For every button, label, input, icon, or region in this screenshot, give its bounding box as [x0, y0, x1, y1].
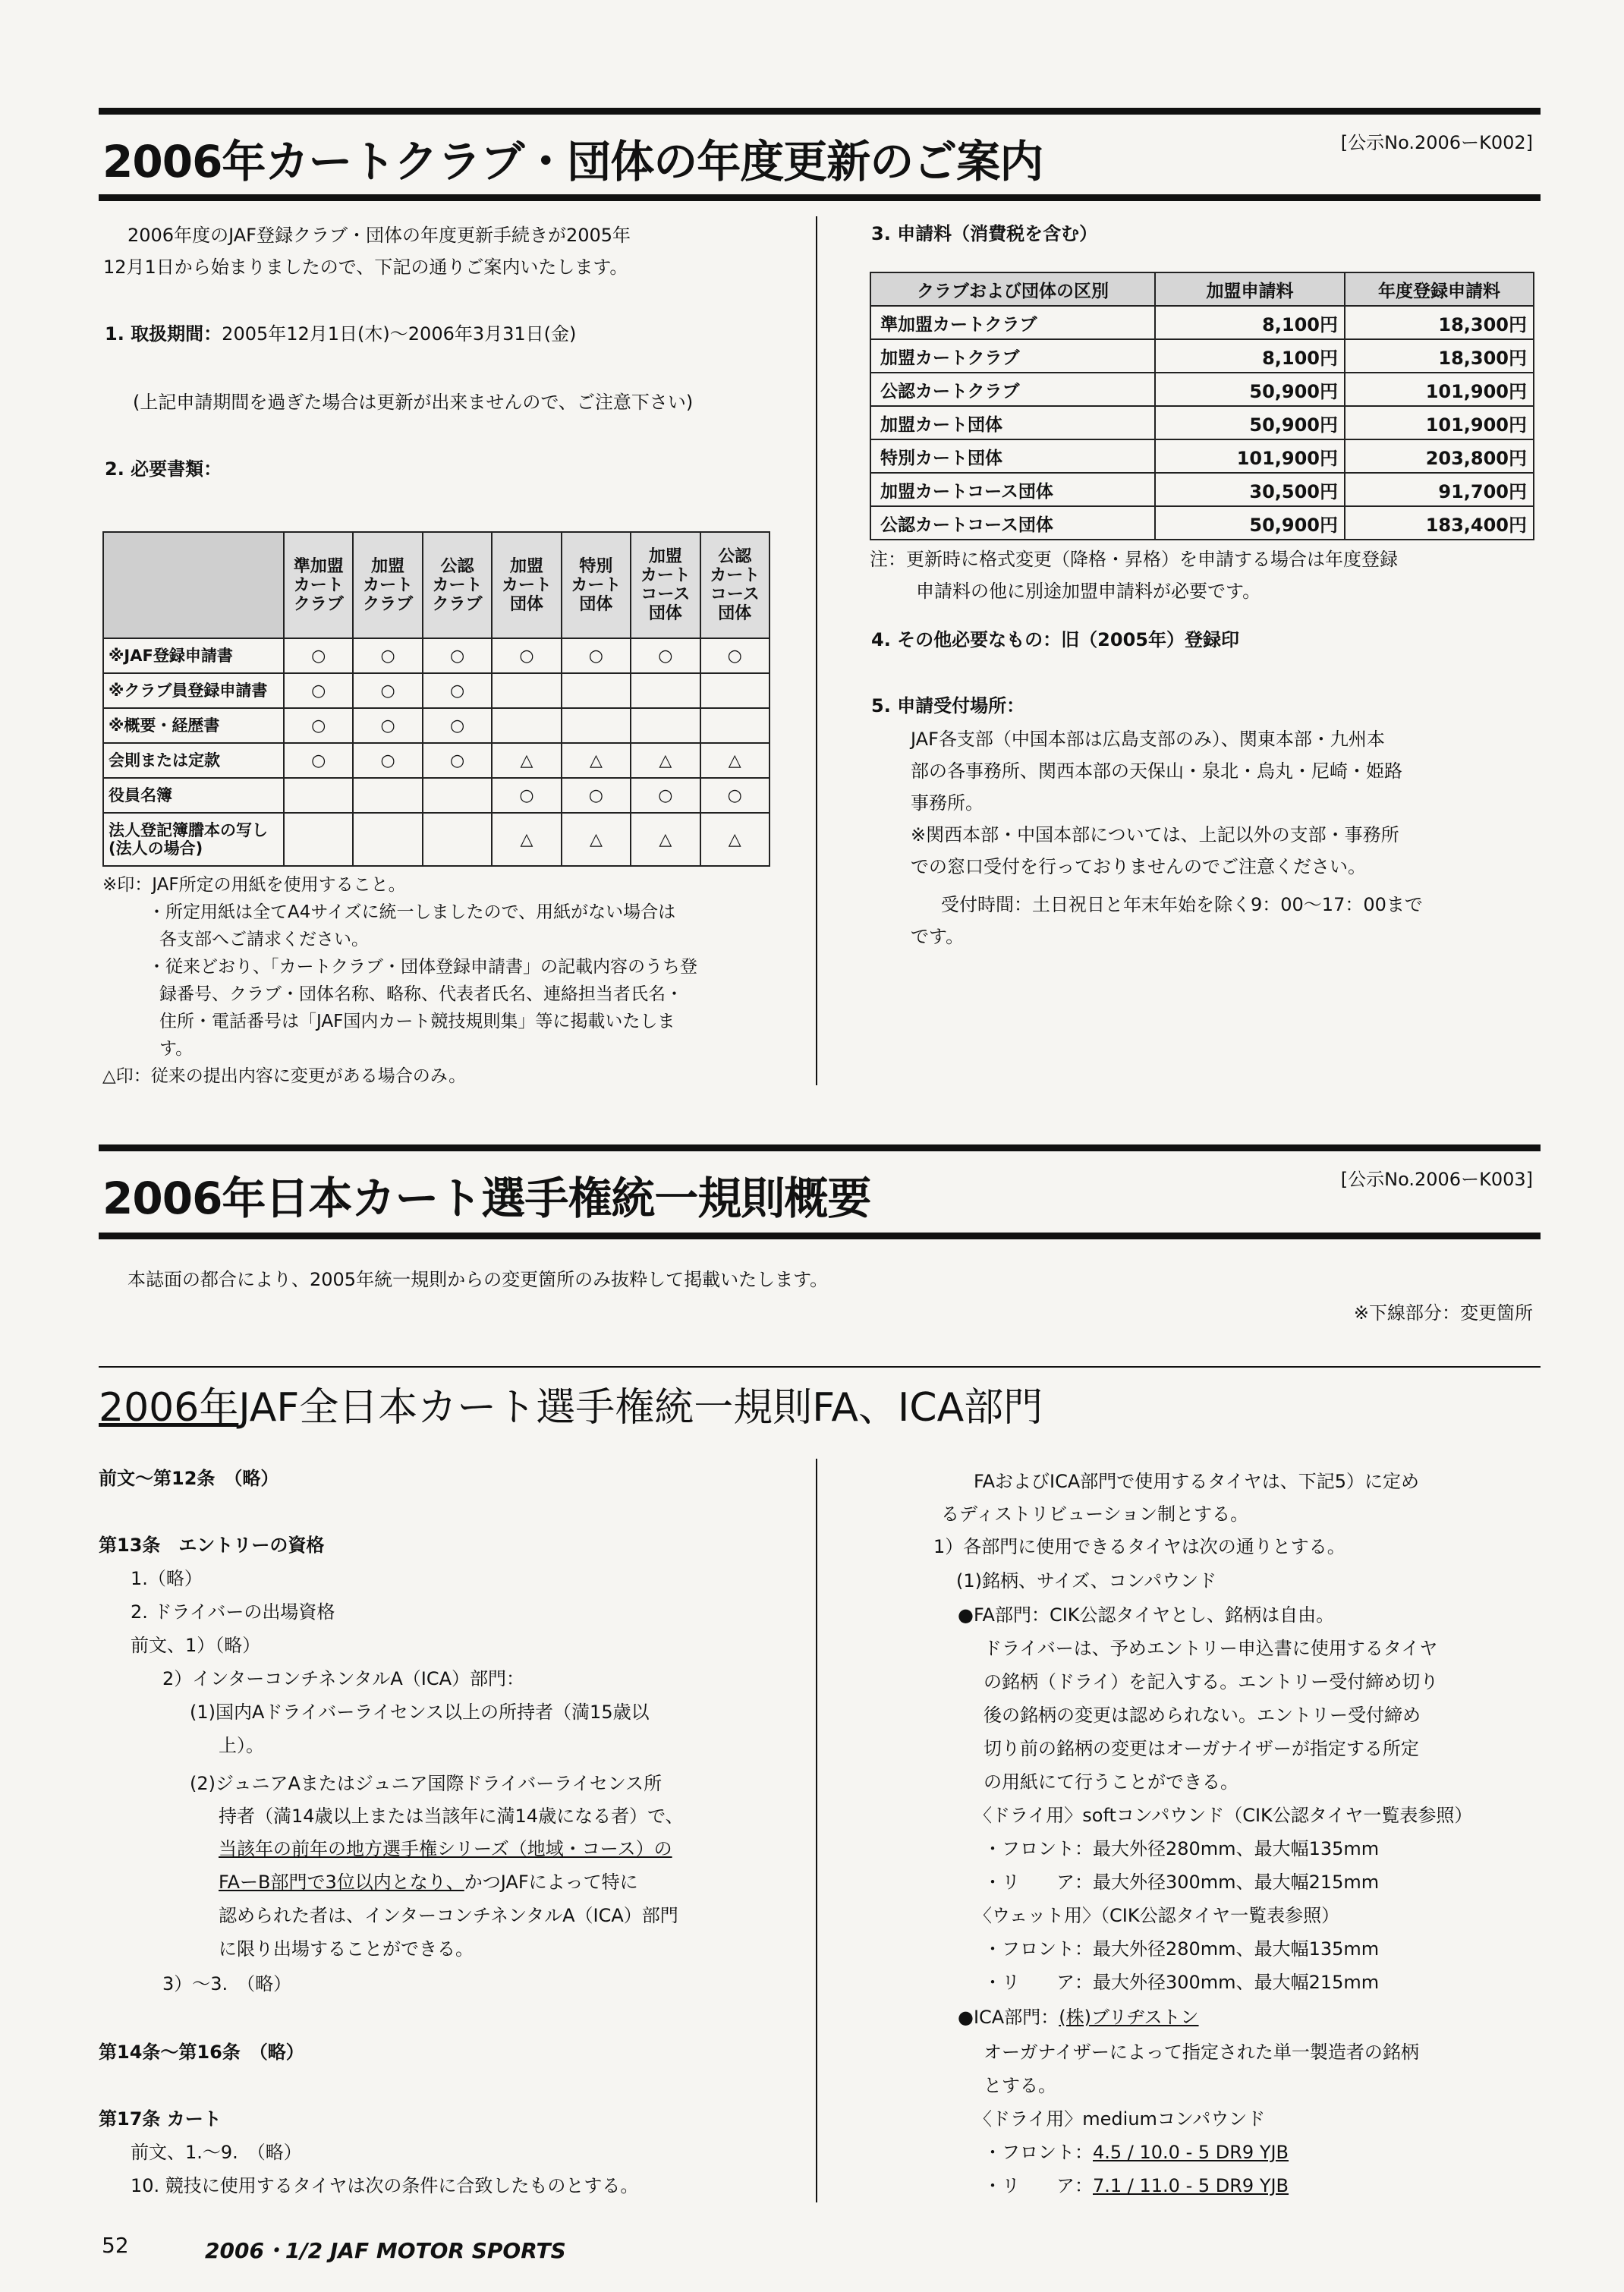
section1-top-rule [99, 108, 1541, 115]
subtitle-text: JAF全日本カート選手権統一規則FA、ICA部門 [238, 1385, 1043, 1431]
magazine-name: 2006・1/2 JAF MOTOR SPORTS [205, 2238, 566, 2263]
req-mark: ○ [492, 778, 561, 813]
ica1: オーガナイザーによって指定された単一製造者の銘柄 [984, 2042, 1419, 2063]
item5-line-2: 事務所。 [911, 792, 984, 814]
section1-intro-1: 2006年度のJAF登録クラブ・団体の年度更新手続きが2005年 [127, 225, 631, 246]
req-mark [631, 708, 700, 743]
note-line-2: 各支部へご請求ください。 [159, 930, 369, 949]
article-13-3: 3）〜3. （略） [162, 1973, 292, 1994]
fee-header: クラブおよび団体の区別 [870, 272, 1155, 306]
note-line-1: ・所定用紙は全てA4サイズに統一しましたので、用紙がない場合は [148, 902, 676, 922]
fee-header: 年度登録申請料 [1345, 272, 1534, 306]
fa-wet-front: ・フロント：最大外径280mm、最大幅135mm [984, 1938, 1380, 1960]
p1b: 上）。 [219, 1735, 264, 1756]
fee-cell: 30,500円 [1155, 473, 1345, 506]
req-mark: △ [492, 743, 561, 778]
table-row [103, 778, 770, 813]
r2: るディストリビューション制とする。 [941, 1503, 1249, 1525]
fa-wet-rear: ・リ ア：最大外径300mm、最大幅215mm [984, 1972, 1380, 1993]
item1-row [105, 319, 576, 349]
p2d [219, 1867, 638, 1897]
p2f: に限り出場することができる。 [219, 1938, 474, 1960]
section2-intro: 本誌面の都合により、2005年統一規則からの変更箇所のみ抜粋して掲載いたします。 [127, 1269, 829, 1290]
p2e: 認められた者は、インターコンチネンタルA（ICA）部門 [219, 1905, 678, 1926]
table-row [870, 506, 1534, 540]
fee-note-1: 注：更新時に格式変更（降格・昇格）を申請する場合は年度登録 [870, 549, 1398, 570]
page-number: 52 [102, 2233, 129, 2258]
req-row-label: ※クラブ員登録申請書 [103, 673, 284, 708]
section2-subtitle [99, 1375, 1043, 1432]
req-row-label: 役員名簿 [103, 778, 284, 813]
note-line-3: ・従来どおり、「カートクラブ・団体登録申請書」の記載内容のうち登 [148, 957, 698, 977]
item2-label: 2. 必要書類： [105, 458, 222, 480]
fee-cell: 50,900円 [1155, 406, 1345, 439]
r4: (1)銘柄、サイズ、コンパウンド [956, 1570, 1217, 1591]
req-mark: ○ [423, 673, 492, 708]
p1a: (1)国内Aドライバーライセンス以上の所持者（満15歳以 [190, 1702, 650, 1723]
req-col-4: 特別 カート 団体 [562, 532, 631, 638]
req-mark: ○ [284, 743, 353, 778]
item3-label: 3. 申請料（消費税を含む） [871, 223, 1098, 244]
fee-cell: 18,300円 [1345, 306, 1534, 339]
ica-front-row [984, 2137, 1289, 2168]
item5-line-4: での窓口受付を行っておりませんのでご注意ください。 [911, 856, 1366, 877]
article-13-2: 2. ドライバーの出場資格 [131, 1601, 335, 1623]
fee-cell: 203,800円 [1345, 439, 1534, 473]
r3: 1）各部門に使用できるタイヤは次の通りとする。 [933, 1536, 1345, 1557]
fa-dry-rear: ・リ ア：最大外径300mm、最大幅215mm [984, 1872, 1380, 1893]
req-col-0: 準加盟 カート クラブ [284, 532, 353, 638]
req-mark: △ [631, 743, 700, 778]
req-mark: ○ [353, 708, 422, 743]
table-row [870, 406, 1534, 439]
required-documents-table [102, 531, 770, 867]
req-mark: △ [631, 813, 700, 866]
fee-row-label: 準加盟カートクラブ [870, 306, 1155, 339]
ica-head-row [958, 2002, 1199, 2032]
req-mark: ○ [353, 743, 422, 778]
fee-row-label: 加盟カートコース団体 [870, 473, 1155, 506]
ica-head-maker: (株)ブリヂストン [1059, 2007, 1199, 2028]
req-mark [423, 813, 492, 866]
item5-line-0: JAF各支部（中国本部は広島支部のみ）、関東本部・九州本 [911, 729, 1385, 750]
subtitle-rule [99, 1366, 1541, 1368]
req-col-5: 加盟 カート コース 団体 [631, 532, 700, 638]
column-divider-1 [816, 216, 817, 1085]
fa-dry-front: ・フロント：最大外径280mm、最大幅135mm [984, 1838, 1380, 1859]
req-col-2: 公認 カート クラブ [423, 532, 492, 638]
req-mark: △ [492, 813, 561, 866]
req-mark [562, 708, 631, 743]
fee-row-label: 加盟カートクラブ [870, 339, 1155, 373]
req-mark [492, 673, 561, 708]
fa-wet: 〈ウェット用〉（CIK公認タイヤ一覧表参照） [974, 1905, 1340, 1926]
fa3: 後の銘柄の変更は認められない。エントリー受付締め [984, 1705, 1421, 1726]
article-17-10: 10. 競技に使用するタイヤは次の条件に合致したものとする。 [131, 2175, 639, 2196]
article-13-1: 1.（略） [131, 1568, 203, 1589]
section1-notice: [公示No.2006ーK002] [1340, 132, 1533, 153]
table-row [103, 673, 770, 708]
req-mark: △ [700, 813, 770, 866]
item5-label: 5. 申請受付場所： [871, 695, 1025, 716]
ica-rear-row [984, 2171, 1289, 2201]
fee-cell: 101,900円 [1155, 439, 1345, 473]
table-row [870, 473, 1534, 506]
req-mark [353, 778, 422, 813]
req-mark [353, 813, 422, 866]
req-col-6: 公認 カート コース 団体 [700, 532, 770, 638]
item4: 4. その他必要なもの：旧（2005年）登録印 [871, 629, 1239, 650]
req-mark: ○ [562, 638, 631, 673]
p2d-underlined: FAーB部門で3位以内となり、 [219, 1872, 464, 1893]
fee-cell: 183,400円 [1345, 506, 1534, 540]
article-14: 第14条〜第16条 （略） [99, 2042, 304, 2063]
table-row [103, 813, 770, 866]
req-mark: ○ [284, 673, 353, 708]
ica2: とする。 [984, 2075, 1056, 2096]
section2-title: 2006年日本カート選手権統一規則概要 [102, 1173, 871, 1224]
req-mark: ○ [353, 673, 422, 708]
table-row [103, 743, 770, 778]
req-table-corner [103, 532, 284, 638]
note-line-6: す。 [159, 1039, 194, 1059]
req-row-label: 会則または定款 [103, 743, 284, 778]
section2-bottom-rule [99, 1233, 1541, 1239]
fee-note-2: 申請料の他に別途加盟申請料が必要です。 [916, 581, 1261, 602]
section1-title: 2006年カートクラブ・団体の年度更新のご案内 [102, 136, 1043, 187]
req-mark [284, 778, 353, 813]
req-mark [284, 813, 353, 866]
req-mark: ○ [631, 638, 700, 673]
req-mark: ○ [700, 778, 770, 813]
req-row-label: ※概要・経歴書 [103, 708, 284, 743]
ica-rear-label: ・リ ア： [984, 2175, 1093, 2196]
note-line-0: ※印：JAF所定の用紙を使用すること。 [102, 875, 406, 895]
req-mark [700, 673, 770, 708]
note-line-5: 住所・電話番号は「JAF国内カート競技規則集」等に掲載いたしま [159, 1012, 675, 1031]
section2-top-rule [99, 1144, 1541, 1151]
fee-header: 加盟申請料 [1155, 272, 1345, 306]
req-mark: ○ [353, 638, 422, 673]
fee-row-label: 加盟カート団体 [870, 406, 1155, 439]
req-mark: ○ [423, 708, 492, 743]
req-mark: ○ [423, 743, 492, 778]
fee-cell: 18,300円 [1345, 339, 1534, 373]
fee-cell: 8,100円 [1155, 339, 1345, 373]
fee-row-label: 公認カートクラブ [870, 373, 1155, 406]
req-mark [492, 708, 561, 743]
fee-cell: 101,900円 [1345, 406, 1534, 439]
fee-cell: 50,900円 [1155, 506, 1345, 540]
p2d-rest: かつJAFによって特に [464, 1872, 638, 1893]
table-row [870, 439, 1534, 473]
r1: FAおよびICA部門で使用するタイヤは、下記5）に定め [974, 1471, 1420, 1492]
section1-intro-2: 12月1日から始まりましたので、下記の通りご案内いたします。 [103, 257, 628, 278]
item5-line-1: 部の各事務所、関西本部の天保山・泉北・烏丸・尼崎・姫路 [911, 760, 1402, 782]
note-line-4: 録番号、クラブ・団体名称、略称、代表者氏名、連絡担当者氏名・ [159, 984, 683, 1004]
ica-rear-spec: 7.1 / 11.0 - 5 DR9 YJB [1093, 2175, 1289, 2196]
fee-cell: 101,900円 [1345, 373, 1534, 406]
article-17-1: 前文、1.〜9. （略） [131, 2142, 302, 2163]
req-mark: ○ [284, 638, 353, 673]
table-row [870, 339, 1534, 373]
req-mark [631, 673, 700, 708]
bullet-icon: ● [958, 2007, 974, 2028]
note-line-7: △印：従来の提出内容に変更がある場合のみ。 [102, 1066, 467, 1086]
fee-cell: 50,900円 [1155, 373, 1345, 406]
req-mark: ○ [284, 708, 353, 743]
item5-line-5: 受付時間：土日祝日と年末年始を除く9：00〜17：00まで [941, 894, 1423, 915]
req-mark: △ [700, 743, 770, 778]
section1-bottom-rule [99, 194, 1541, 201]
article-17: 第17条 カート [99, 2108, 222, 2130]
fee-cell: 91,700円 [1345, 473, 1534, 506]
req-mark: ○ [700, 638, 770, 673]
table-row [103, 708, 770, 743]
req-mark [700, 708, 770, 743]
subtitle-year: 2006年 [99, 1385, 239, 1431]
item5-line-3: ※関西本部・中国本部については、上記以外の支部・事務所 [911, 824, 1399, 845]
p2b: 持者（満14歳以上または当該年に満14歳になる者）で、 [219, 1806, 684, 1827]
fa-head: FA部門：CIK公認タイヤとし、銘柄は自由。 [973, 1604, 1335, 1626]
fa4: 切り前の銘柄の変更はオーガナイザーが指定する所定 [984, 1738, 1419, 1759]
req-mark [562, 673, 631, 708]
item1-note: (上記申請期間を過ぎた場合は更新が出来ませんので、ご注意下さい) [133, 392, 694, 413]
p2a: (2)ジュニアAまたはジュニア国際ドライバーライセンス所 [190, 1773, 663, 1794]
ica-front-spec: 4.5 / 10.0 - 5 DR9 YJB [1093, 2142, 1289, 2163]
ica-dry: 〈ドライ用〉mediumコンパウンド [974, 2108, 1266, 2130]
ica-front-label: ・フロント： [984, 2142, 1093, 2163]
req-mark: △ [562, 813, 631, 866]
fee-table [870, 272, 1534, 540]
item5-line-6: です。 [911, 926, 965, 947]
bullet-icon: ● [958, 1604, 974, 1626]
fee-table-header-row [870, 272, 1534, 306]
article-13-2b: 2）インターコンチネンタルA（ICA）部門： [162, 1668, 525, 1689]
article-13-2a: 前文、1）（略） [131, 1635, 261, 1656]
req-row-label: ※JAF登録申請書 [103, 638, 284, 673]
item1-value: 2005年12月1日(木)〜2006年3月31日(金) [222, 323, 577, 345]
column-divider-2 [816, 1459, 817, 2202]
fee-cell: 8,100円 [1155, 306, 1345, 339]
req-mark: △ [562, 743, 631, 778]
fee-row-label: 特別カート団体 [870, 439, 1155, 473]
fa5: の用紙にて行うことができる。 [984, 1771, 1238, 1793]
fa1: ドライバーは、予めエントリー申込書に使用するタイヤ [984, 1638, 1438, 1659]
underline-note: ※下線部分：変更箇所 [1353, 1302, 1533, 1324]
req-mark: ○ [631, 778, 700, 813]
section2-notice: [公示No.2006ーK003] [1340, 1169, 1533, 1190]
req-mark: ○ [562, 778, 631, 813]
table-row [870, 373, 1534, 406]
item1-label: 1. 取扱期間： [105, 323, 222, 345]
table-row [103, 638, 770, 673]
ica-head: ICA部門： [973, 2007, 1059, 2028]
req-col-3: 加盟 カート 団体 [492, 532, 561, 638]
req-row-label: 法人登記簿謄本の写し (法人の場合) [103, 813, 284, 866]
table-row [870, 306, 1534, 339]
req-col-1: 加盟 カート クラブ [353, 532, 422, 638]
fa-head-row [958, 1600, 1334, 1630]
req-table-header-row [103, 532, 770, 638]
fa2: の銘柄（ドライ）を記入する。エントリー受付締め切り [984, 1671, 1439, 1692]
fee-row-label: 公認カートコース団体 [870, 506, 1155, 540]
req-mark [423, 778, 492, 813]
req-mark: ○ [423, 638, 492, 673]
req-mark: ○ [492, 638, 561, 673]
article-13: 第13条 エントリーの資格 [99, 1535, 325, 1556]
p2c: 当該年の前年の地方選手権シリーズ（地域・コース）の [219, 1838, 672, 1859]
rule-l1: 前文〜第12条 （略） [99, 1468, 279, 1489]
fa-dry: 〈ドライ用〉softコンパウンド（CIK公認タイヤ一覧表参照） [974, 1805, 1473, 1826]
